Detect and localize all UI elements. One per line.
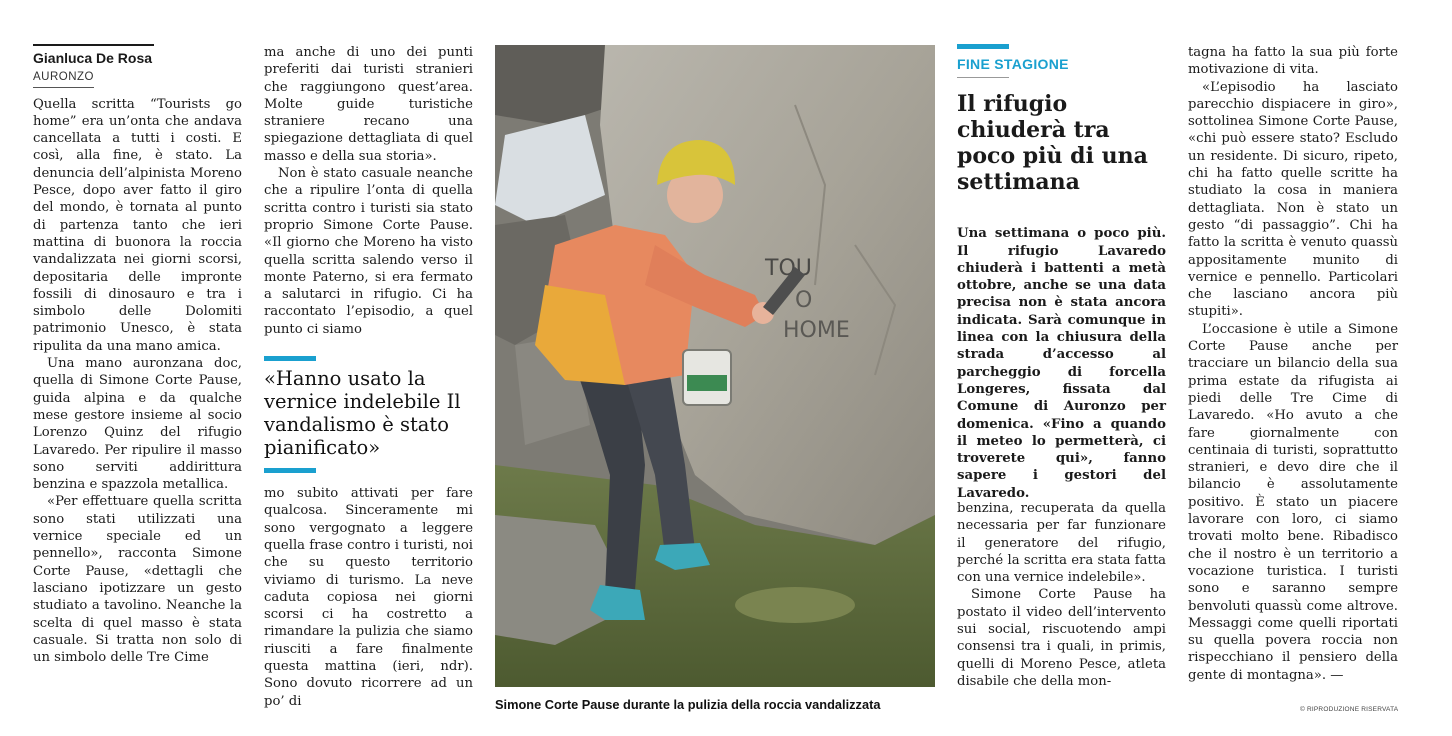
paragraph: Una mano auronzana doc, quella di Simone Corte Pause, guida alpina e da qualche mese gestore insieme al socio Lorenzo Quinz del rifugio Lavaredo. Per ripulire il masso sono serviti addirittura benzina e spazzola metallica. bbox=[33, 356, 242, 493]
graffiti-text: TOU bbox=[765, 256, 812, 281]
article-column-3-continuation bbox=[957, 500, 1166, 690]
paragraph: Simone Corte Pause ha postato il video dell’intervento sui social, riscuotendo ampi consensi tra i quali, in primis, quelli di Moreno Pesce, atleta disabile che della mon- bbox=[957, 587, 1166, 689]
photo-caption: Simone Corte Pause durante la pulizia della roccia vandalizzata bbox=[495, 697, 881, 712]
paragraph: Quella scritta “Tourists go home” era un’onta che andava cancellata a tutti i costi. E così, alla fine, è stato. La denuncia dell’alpinista Moreno Pesce, dopo aver fatto il giro del mondo, è tornata al punto di partenza tanto che ieri mattina di buonora la roccia vandalizzata nei giorni scorsi, depositaria delle impronte fossili di dinosauro e tra i simbolo delle Dolomiti patrimonio Unesco, è stata ripulita da una mano amica. bbox=[33, 96, 242, 354]
paragraph: tagna ha fatto la sua più forte motivazione di vita. bbox=[1188, 45, 1398, 78]
article-column-2 bbox=[264, 44, 473, 710]
section-kicker: FINE STAGIONE bbox=[957, 56, 1069, 72]
paragraph: mo subito attivati per fare qualcosa. Sinceramente mi sono vergognato a leggere quella frase contro i turisti, noi che su questo territorio viviamo di turismo. La neve caduta copiosa nei giorni scorsi ci ha costretto a rimandare la pulizia che siamo riusciti a fare finalmente questa mattina (ieri, ndr). Sono dovuto ricorrere ad un po’ di bbox=[264, 486, 473, 709]
paragraph: L’occasione è utile a Simone Corte Pause anche per tracciare un bilancio della sua prima estate da rifugista ai piedi delle Tre Cime di Lavaredo. «Ho avuto a che fare giornalmente con centinaia di turisti, soprattutto stranieri, e devo dire che il bilancio è assolutamente positivo. È stato un piacere lavorare con loro, ci siamo trovati molto bene. Ribadisco che il nostro è un territorio a vocazione turistica. I turisti sono e saranno sempre benvoluti quassù come altrove. Messaggi come quelli riportati su quella povera roccia non rispecchiano il pensiero della gente di montagna». — bbox=[1188, 321, 1398, 683]
sidebar-headline: Il rifugio chiuderà tra poco più di una settimana bbox=[957, 91, 1148, 196]
pull-quote: «Hanno usato la vernice indelebile Il vandalismo è stato pianificato» bbox=[264, 367, 461, 460]
article-column-3 bbox=[957, 44, 1166, 502]
graffiti-text: O bbox=[795, 288, 813, 313]
dateline-place: AURONZO bbox=[33, 69, 94, 87]
article-column-4 bbox=[1188, 44, 1398, 684]
kicker-rule bbox=[957, 44, 1009, 49]
byline bbox=[33, 44, 242, 96]
graffiti-text: HOME bbox=[783, 318, 850, 343]
copyright-notice: © RIPRODUZIONE RISERVATA bbox=[1300, 706, 1399, 713]
author-name: Gianluca De Rosa bbox=[33, 44, 154, 67]
paragraph: benzina, recuperata da quella necessaria per far funzionare il generatore del rifugio, perché la scritta era stata fatta con una vernice indelebile». bbox=[957, 501, 1166, 586]
pull-quote-rule-top bbox=[264, 356, 316, 361]
paragraph: ma anche di uno dei punti preferiti dai turisti stranieri che raggiungono quest’area. Molte guide turistiche straniere recano una spiegazione dettagliata di quel masso e della sua storia». bbox=[264, 45, 473, 164]
article-column-1 bbox=[33, 44, 242, 666]
paragraph: «L’episodio ha lasciato parecchio dispiacere in giro», sottolinea Simone Corte Pause, «chi può essere stato? Escludo un residente. Di sicuro, ripeto, chi ha fatto quelle scritte ha studiato la cosa in maniera dettagliata. Non è stato un gesto “di passaggio”. Chi ha fatto la scritta è venuto quassù appositamente munito di vernice e pennello. Particolari che lasciano ancora più stupiti». bbox=[1188, 79, 1398, 320]
article-photo bbox=[495, 45, 935, 687]
kicker-underline bbox=[957, 77, 1009, 78]
paragraph: Non è stato casuale neanche che a ripulire l’onta di quella scritta contro i turisti sia stato proprio Simone Corte Pause. «Il giorno che Moreno ha visto quella scritta salendo verso il monte Paterno, si era fermato a salutarci in rifugio. Ci ha raccontato l’episodio, a quel punto ci siamo bbox=[264, 166, 473, 337]
paragraph: «Per effettuare quella scritta sono stati utilizzati una vernice speciale ed un pennello», racconta Simone Corte Pause, «dettagli che lasciano ipotizzare un gesto studiato a tavolino. Neanche la scelta di quel masso è stata casuale. Si tratta non solo di un simbolo delle Tre Cime bbox=[33, 494, 242, 666]
sidebar-lead: Una settimana o poco più. Il rifugio Lavaredo chiuderà i battenti a metà ottobre, anche se una data precisa non è stata ancora indicata. Sarà comunque in linea con la chiusura della strada d’accesso al parcheggio di forcella Longeres, fissata dal Comune di Auronzo per domenica. «Fino a quando il meteo lo permetterà, ci troverete qui», fanno sapere i gestori del Lavaredo. bbox=[957, 226, 1166, 501]
